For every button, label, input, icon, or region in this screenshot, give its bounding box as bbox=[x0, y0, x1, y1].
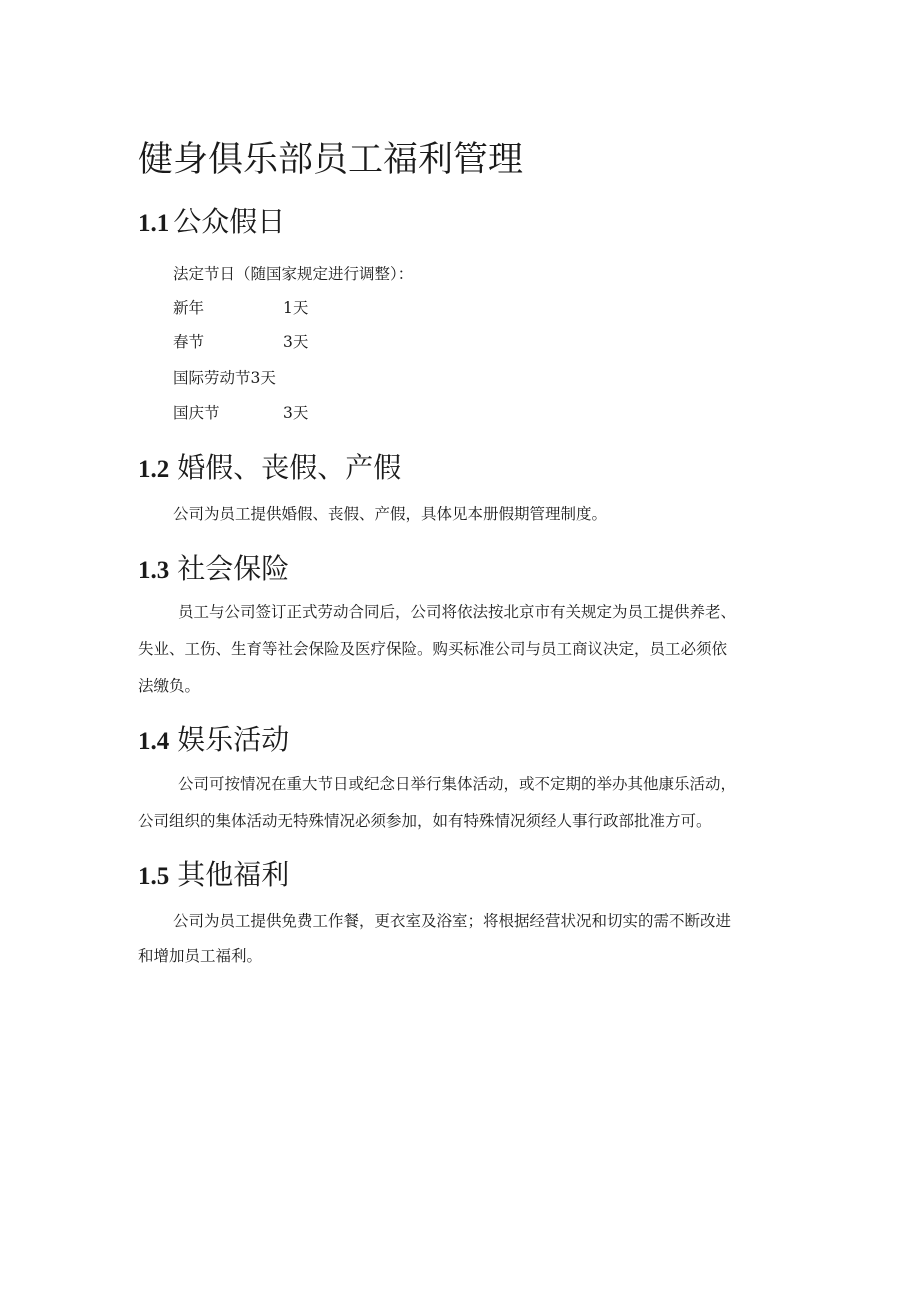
section-heading-1-4 bbox=[138, 722, 289, 760]
holiday-name: 国际劳动节 bbox=[173, 369, 251, 387]
section-title: 其他福利 bbox=[177, 858, 290, 891]
section-title: 社会保险 bbox=[177, 552, 290, 585]
paragraph-line: 公司可按情况在重大节日或纪念日举行集体活动，或不定期的举办其他康乐活动， bbox=[178, 775, 737, 793]
document-title: 健身俱乐部员工福利管理 bbox=[138, 140, 524, 180]
section-title: 公众假日 bbox=[173, 205, 286, 238]
holidays-intro: 法定节日（随国家规定进行调整）： bbox=[173, 265, 414, 283]
section-heading-1-5 bbox=[138, 857, 289, 895]
holiday-days: 3天 bbox=[250, 369, 276, 387]
section-heading-1-1 bbox=[138, 204, 285, 242]
section-heading-1-2 bbox=[138, 450, 401, 488]
paragraph-line: 和增加员工福利。 bbox=[138, 947, 263, 965]
paragraph-line: 法缴负。 bbox=[138, 677, 201, 695]
holiday-name: 国庆节 bbox=[173, 404, 220, 422]
holiday-row bbox=[173, 368, 276, 388]
section-number: 1.5 bbox=[138, 863, 170, 890]
section-number: 1.1 bbox=[138, 210, 170, 237]
holiday-days: 3天 bbox=[283, 404, 309, 422]
section-title: 娱乐活动 bbox=[177, 723, 290, 756]
holiday-days: 1天 bbox=[283, 299, 309, 317]
holiday-name: 新年 bbox=[173, 299, 205, 317]
holiday-days: 3天 bbox=[283, 333, 309, 351]
paragraph-line: 公司组织的集体活动无特殊情况必须参加，如有特殊情况须经人事行政部批准方可。 bbox=[138, 812, 712, 830]
section-number: 1.2 bbox=[138, 456, 170, 483]
section-heading-1-3 bbox=[138, 551, 289, 589]
section-number: 1.4 bbox=[138, 728, 170, 755]
paragraph-line: 公司为员工提供婚假、丧假、产假，具体见本册假期管理制度。 bbox=[173, 505, 608, 523]
section-title: 婚假、丧假、产假 bbox=[177, 451, 402, 484]
paragraph-line: 失业、工伤、生育等社会保险及医疗保险。购买标准公司与员工商议决定，员工必须依 bbox=[138, 640, 728, 658]
paragraph-line: 公司为员工提供免费工作餐，更衣室及浴室；将根据经营状况和切实的需不断改进 bbox=[173, 912, 732, 930]
section-number: 1.3 bbox=[138, 557, 170, 584]
paragraph-line: 员工与公司签订正式劳动合同后，公司将依法按北京市有关规定为员工提供养老、 bbox=[178, 603, 737, 621]
holiday-name: 春节 bbox=[173, 333, 205, 351]
